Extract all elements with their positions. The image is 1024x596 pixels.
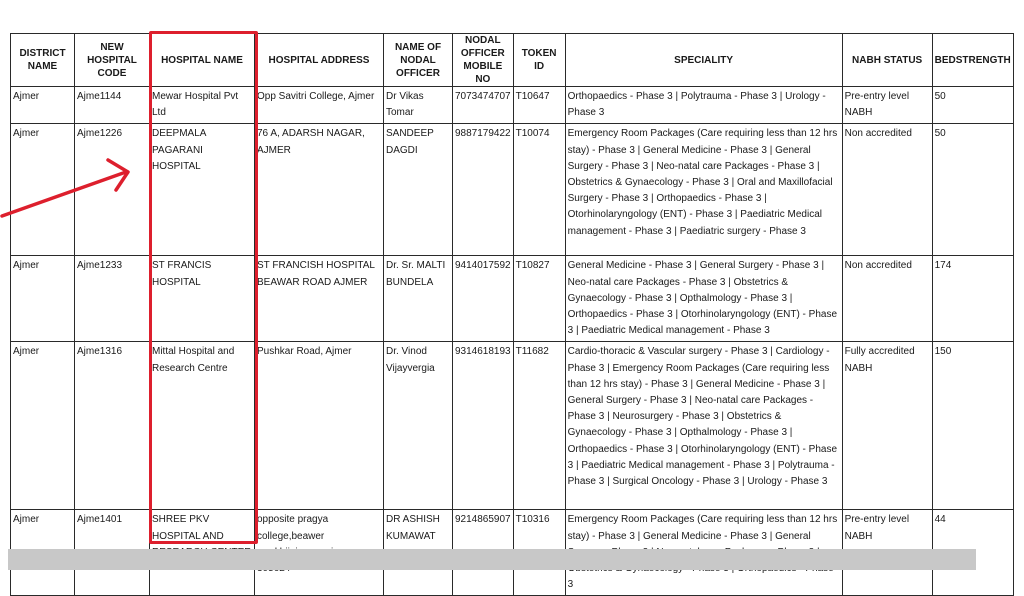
cell-nabh: Fully accredited NABH (842, 342, 932, 510)
cell-token: T10647 (513, 87, 565, 124)
header-hospital-code: NEW HOSPITAL CODE (75, 34, 150, 87)
cell-officer: DR ASHISH KUMAWAT (384, 510, 453, 596)
cell-nabh: Pre-entry level NABH (842, 87, 932, 124)
cell-hospital-name: SHREE PKV HOSPITAL AND (150, 510, 255, 596)
cell-beds: 174 (932, 256, 1013, 342)
cell-district: Ajmer (11, 87, 75, 124)
cell-mobile: 9414017592 (453, 256, 514, 342)
cell-district: Ajmer (11, 124, 75, 256)
cell-token: T10074 (513, 124, 565, 256)
cell-hospital-name: DEEPMALA PAGARANI HOSPITAL (150, 124, 255, 256)
header-nodal-officer: NAME OF NODAL OFFICER (384, 34, 453, 87)
cell-address: 76 A, ADARSH NAGAR, AJMER (255, 124, 384, 256)
hospital-table (10, 33, 1014, 596)
cell-speciality: Emergency Room Packages (Care requiring less than 12 hrs stay) - Phase 3 | General Medicine - Phase 3 | General Surgery - Phase 3 | Neo-natal care Packages - Phase 3 | Obstetrics & Gynaecology - Phase 3 | Oral and Maxillofacial Surgery - Phase 3 | Orthopaedics - Phase 3 | Otorhinolaryngology (ENT) - Phase 3 | Paediatric Medical management - Phase 3 | Paediatric surgery - Phase 3 (565, 124, 842, 256)
header-nodal-mobile: NODAL OFFICER MOBILE NO (453, 34, 514, 87)
cell-district: Ajmer (11, 256, 75, 342)
cell-beds: 50 (932, 124, 1013, 256)
cell-code: Ajme1226 (75, 124, 150, 256)
cell-nabh: Non accredited (842, 256, 932, 342)
cell-speciality: Orthopaedics - Phase 3 | Polytrauma - Phase 3 | Urology - Phase 3 (565, 87, 842, 124)
cell-address: ST FRANCISH HOSPITAL BEAWAR ROAD AJMER (255, 256, 384, 342)
cell-address: Pushkar Road, Ajmer (255, 342, 384, 510)
cell-hospital-name: Mewar Hospital Pvt Ltd (150, 87, 255, 124)
cell-officer: Dr. Sr. MALTI BUNDELA (384, 256, 453, 342)
cell-mobile: 9314618193 (453, 342, 514, 510)
table-row (11, 256, 1014, 342)
cell-nabh: Non accredited (842, 124, 932, 256)
cell-speciality: Emergency Room Packages (Care requiring less than 12 hrs stay) - Phase 3 | General Medicine - Phase 3 | General 3 (565, 510, 842, 596)
cell-code: Ajme1316 (75, 342, 150, 510)
cell-mobile: 9887179422 (453, 124, 514, 256)
header-speciality: SPECIALITY (565, 34, 842, 87)
cell-beds: 150 (932, 342, 1013, 510)
cell-hospital-name: ST FRANCIS HOSPITAL (150, 256, 255, 342)
table-row (11, 124, 1014, 256)
cell-address: Opp Savitri College, Ajmer (255, 87, 384, 124)
cell-district: Ajmer (11, 510, 75, 596)
cell-mobile: 7073474707 (453, 87, 514, 124)
header-token-id: TOKEN ID (513, 34, 565, 87)
cell-officer: Dr Vikas Tomar (384, 87, 453, 124)
table-row (11, 87, 1014, 124)
cell-token: T10316 (513, 510, 565, 596)
cell-beds: 44 (932, 510, 1013, 596)
header-hospital-address: HOSPITAL ADDRESS (255, 34, 384, 87)
horizontal-scrollbar[interactable] (8, 549, 976, 570)
header-bedstrength: BEDSTRENGTH (932, 34, 1013, 87)
header-nabh-status: NABH STATUS (842, 34, 932, 87)
cell-code: Ajme1144 (75, 87, 150, 124)
table-header-row (11, 34, 1014, 87)
header-hospital-name: HOSPITAL NAME (150, 34, 255, 87)
cell-speciality: General Medicine - Phase 3 | General Surgery - Phase 3 | Neo-natal care Packages - Phase 3 | Obstetrics & Gynaecology - Phase 3 | Opthalmology - Phase 3 | Orthopaedics - Phase 3 | Otorhinolaryngology (ENT) - Phase 3 | Paediatric Medical management - Phase 3 (565, 256, 842, 342)
cell-address: opposite pragya college,beawer (255, 510, 384, 596)
cell-speciality: Cardio-thoracic & Vascular surgery - Phase 3 | Cardiology - Phase 3 | Emergency Room Packages (Care requiring less than 12 hrs stay) - Phase 3 | General Medicine - Phase 3 | General Surgery - Phase 3 | Neo-natal care Packages - Phase 3 | Neurosurgery - Phase 3 | Obstetrics & Gynaecology - Phase 3 | Opthalmology - Phase 3 | Orthopaedics - Phase 3 | Otorhinolaryngology (ENT) - Phase 3 | Paediatric Medical management - Phase 3 | Polytrauma - Phase 3 | Surgical Oncology - Phase 3 | Urology - Phase 3 (565, 342, 842, 510)
cell-code: Ajme1233 (75, 256, 150, 342)
cell-district: Ajmer (11, 342, 75, 510)
cell-hospital-name: Mittal Hospital and Research Centre (150, 342, 255, 510)
cell-officer: SANDEEP DAGDI (384, 124, 453, 256)
cell-code: Ajme1401 (75, 510, 150, 596)
cell-beds: 50 (932, 87, 1013, 124)
header-district-name: DISTRICT NAME (11, 34, 75, 87)
cell-officer: Dr. Vinod Vijayvergia (384, 342, 453, 510)
cell-token: T11682 (513, 342, 565, 510)
cell-token: T10827 (513, 256, 565, 342)
cell-mobile: 9214865907 (453, 510, 514, 596)
cell-nabh: Pre-entry level NABH (842, 510, 932, 596)
table-row (11, 342, 1014, 510)
